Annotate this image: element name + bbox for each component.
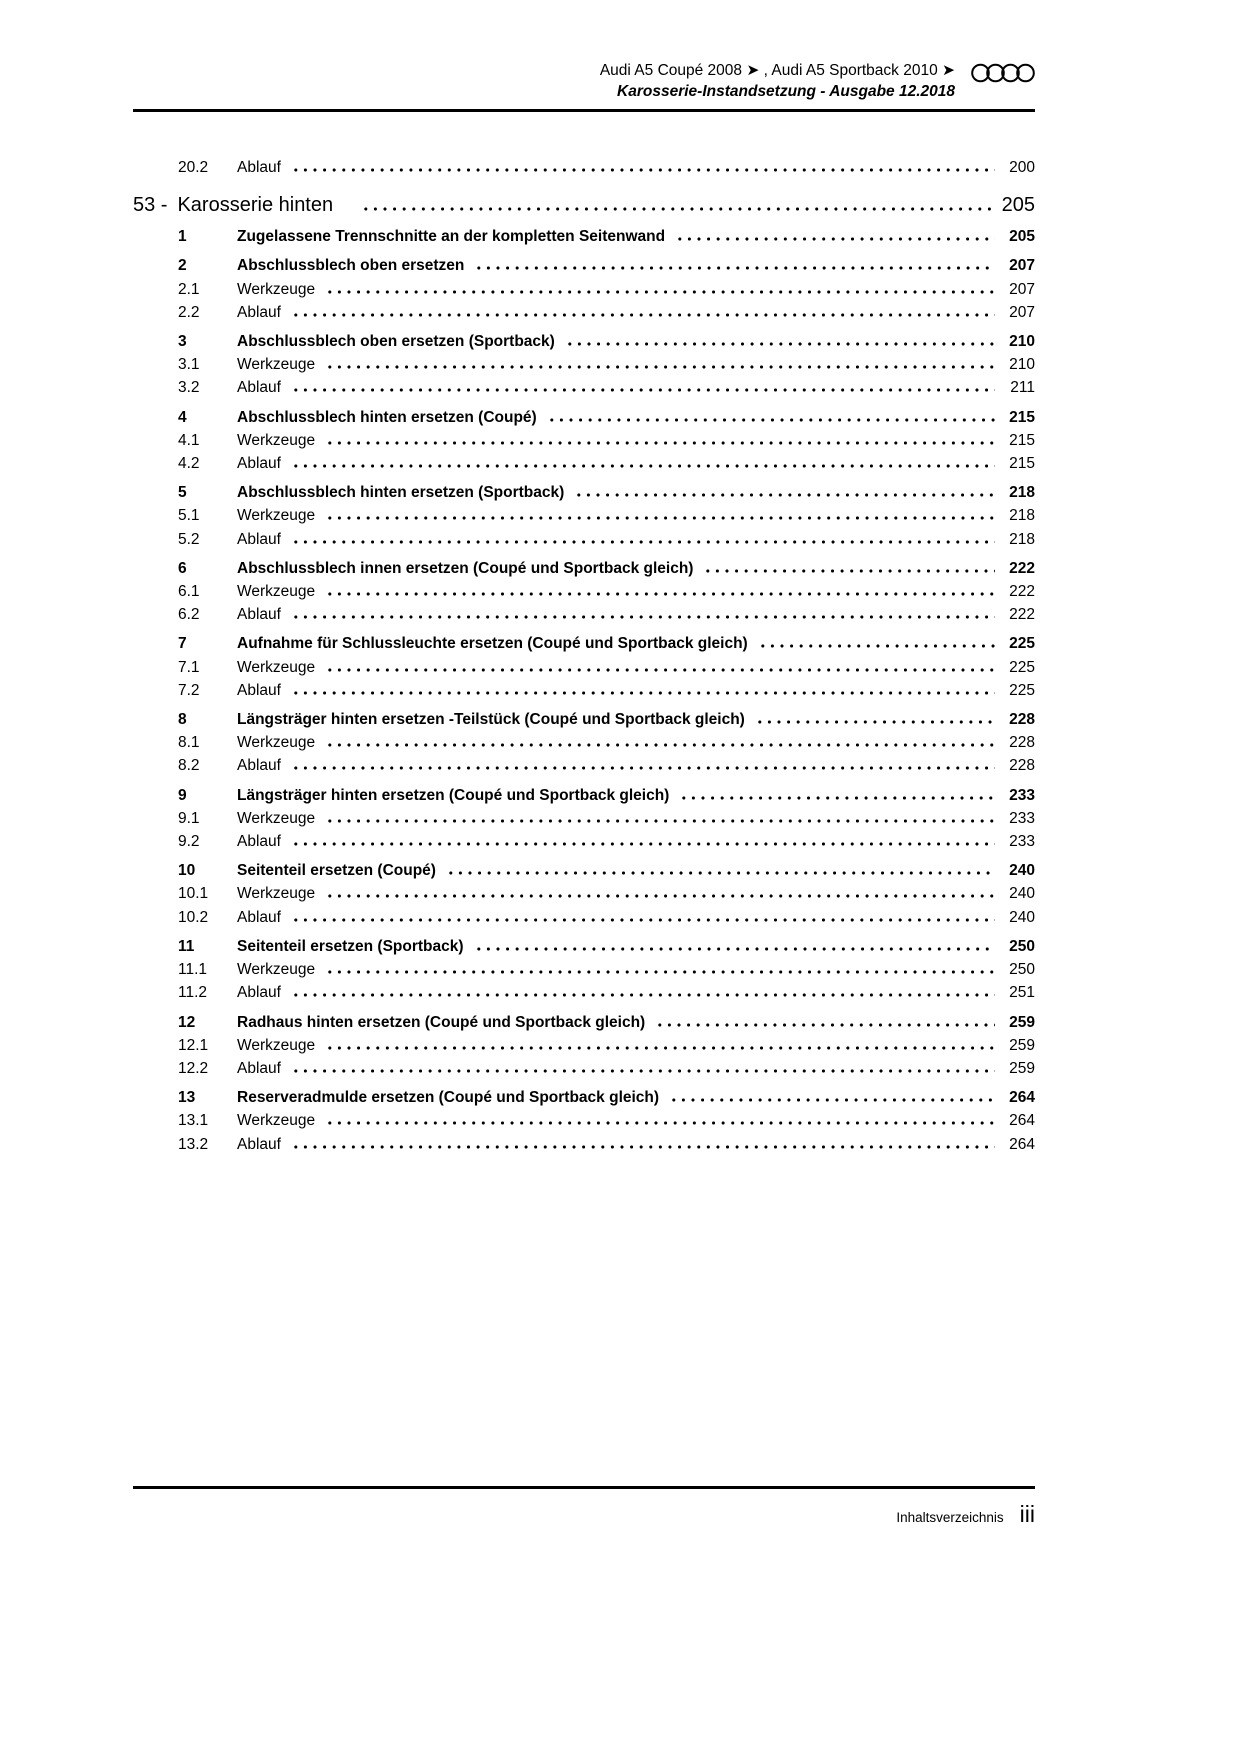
dot-leader: [565, 342, 995, 346]
toc-entry-page: 240: [1009, 908, 1035, 926]
toc-entry-page: 264: [1009, 1089, 1035, 1107]
toc-entry-number: 7.2: [178, 681, 200, 699]
toc-entry-label: Ablauf: [237, 606, 281, 624]
toc-entry-number: 8: [178, 711, 187, 729]
toc-entry: [133, 376, 1035, 399]
toc-entry-page: 215: [1009, 455, 1035, 473]
toc-entry: [133, 1034, 1035, 1057]
toc-entry: [133, 981, 1035, 1004]
toc-entry-label: Werkzeuge: [237, 583, 316, 601]
toc-entry-label: Abschlussblech hinten ersetzen (Sportback): [237, 484, 565, 502]
header-manual-title: Karosserie-Instandsetzung - Ausgabe 12.2018: [617, 83, 955, 100]
toc-entry: [133, 807, 1035, 830]
dot-leader: [679, 796, 995, 800]
toc-entry-label: Zugelassene Trennschnitte an der kompletten Seitenwand: [237, 228, 666, 246]
toc-entry-label: Ablauf: [237, 1135, 281, 1153]
dot-leader: [291, 540, 995, 544]
audi-rings-logo-icon: [971, 61, 1035, 85]
toc-entry: [133, 1109, 1035, 1132]
toc-entry-label: Werkzeuge: [237, 1036, 316, 1054]
dot-leader: [291, 993, 995, 997]
toc-entry-number: 53 -: [133, 194, 168, 217]
toc-entry-label: Aufnahme für Schlussleuchte ersetzen (Coupé und Sportback gleich): [237, 635, 748, 653]
toc-entry-label: Reserveradmulde ersetzen (Coupé und Sportback gleich): [237, 1089, 660, 1107]
toc-entry: [133, 330, 1035, 353]
dot-leader: [291, 464, 995, 468]
toc-entry-page: 211: [1010, 379, 1035, 397]
dot-leader: [325, 894, 995, 898]
toc-entry-page: 225: [1009, 681, 1035, 699]
toc-entry: [133, 406, 1035, 429]
dot-leader: [291, 1145, 995, 1149]
toc-entry: [133, 656, 1035, 679]
toc-entry-label: Abschlussblech oben ersetzen: [237, 257, 465, 275]
dot-leader: [325, 592, 995, 596]
toc-entry-label: Werkzeuge: [237, 961, 316, 979]
toc-entry-label: Abschlussblech innen ersetzen (Coupé und Sportback gleich): [237, 559, 694, 577]
toc-entry: [133, 156, 1035, 179]
toc-entry-page: 264: [1009, 1135, 1035, 1153]
toc-entry-number: 4: [178, 408, 187, 426]
toc-entry: [133, 935, 1035, 958]
toc-entry-page: 205: [1009, 228, 1035, 246]
dot-leader: [474, 947, 995, 951]
toc-entry-page: 200: [1009, 159, 1035, 176]
toc-entry-page: 259: [1009, 1013, 1035, 1031]
toc-entry: [133, 830, 1035, 853]
toc-entry-page: 240: [1009, 862, 1035, 880]
toc-entry: [133, 1086, 1035, 1109]
toc-entry: [133, 580, 1035, 603]
dot-leader: [325, 743, 995, 747]
toc-entry-label: Ablauf: [237, 1059, 281, 1077]
toc-entry-number: 7: [178, 635, 187, 653]
toc-entry-number: 13.1: [178, 1112, 209, 1130]
dot-leader: [574, 493, 995, 497]
toc-entry-page: 250: [1009, 961, 1035, 979]
toc-entry-page: 222: [1009, 559, 1035, 577]
toc-entry-label: Ablauf: [237, 833, 281, 851]
toc-entry-page: 215: [1009, 431, 1035, 449]
toc-entry-page: 250: [1009, 937, 1035, 955]
toc-entry: [133, 481, 1035, 504]
toc-entry-page: 207: [1009, 280, 1035, 298]
toc-entry-number: 10.1: [178, 885, 209, 903]
toc-entry: [133, 708, 1035, 731]
toc-entry-label: Seitenteil ersetzen (Coupé): [237, 862, 436, 880]
toc-entry: [133, 225, 1035, 248]
toc-entry-number: 12.1: [178, 1036, 209, 1054]
toc-entry-page: 205: [1001, 194, 1035, 217]
toc-entry: [133, 301, 1035, 324]
toc-entry-number: 4.2: [178, 455, 200, 473]
toc-entry-page: 207: [1009, 303, 1035, 321]
toc-entry-number: 8.2: [178, 757, 200, 775]
toc-entry-page: 218: [1009, 484, 1035, 502]
toc-entry-page: 251: [1009, 984, 1035, 1002]
toc-entry-page: 228: [1009, 757, 1035, 775]
toc-entry: [133, 1133, 1035, 1156]
footer-section-label: Inhaltsverzeichnis: [896, 1510, 1004, 1525]
dot-leader: [291, 1069, 995, 1073]
dot-leader: [291, 313, 995, 317]
toc-entry: [133, 504, 1035, 527]
toc-entry: [133, 353, 1035, 376]
dot-leader: [291, 168, 995, 172]
toc-entry-page: 222: [1009, 606, 1035, 624]
toc-entry-number: 3: [178, 333, 187, 351]
toc-entry-number: 4.1: [178, 431, 200, 449]
dot-leader: [325, 668, 995, 672]
dot-leader: [758, 644, 995, 648]
toc-entry-page: 259: [1009, 1059, 1035, 1077]
toc-entry-page: 215: [1009, 408, 1035, 426]
toc-entry-label: Ablauf: [237, 159, 281, 176]
toc-entry-number: 9.1: [178, 809, 200, 827]
toc-entry-label: Radhaus hinten ersetzen (Coupé und Sportback gleich): [237, 1013, 646, 1031]
toc-entry: [133, 254, 1035, 277]
toc-entry-label: Ablauf: [237, 984, 281, 1002]
toc-entry-number: 13.2: [178, 1135, 209, 1153]
dot-leader: [325, 819, 995, 823]
toc-entry-number: 5: [178, 484, 187, 502]
toc-entry-number: 13: [178, 1089, 196, 1107]
dot-leader: [291, 766, 995, 770]
toc-entry: [133, 1011, 1035, 1034]
toc-entry-number: 5.2: [178, 530, 200, 548]
toc-entry-number: 5.1: [178, 507, 200, 525]
toc-entry: [133, 192, 1035, 219]
toc-entry-label: Werkzeuge: [237, 885, 316, 903]
toc-entry: [133, 882, 1035, 905]
toc-entry-number: 11.2: [178, 984, 208, 1002]
toc-entry: [133, 859, 1035, 882]
dot-leader: [325, 290, 995, 294]
footer-divider: [133, 1486, 1035, 1489]
toc-entry-label: Ablauf: [237, 681, 281, 699]
toc-entry-page: 218: [1009, 530, 1035, 548]
toc-entry: [133, 958, 1035, 981]
toc-entry-page: 207: [1009, 257, 1035, 275]
toc-entry-label: Ablauf: [237, 303, 281, 321]
toc-entry-label: Ablauf: [237, 379, 281, 397]
dot-leader: [325, 441, 995, 445]
toc-entry-label: Werkzeuge: [237, 809, 316, 827]
toc-entry-number: 20.2: [178, 159, 209, 176]
footer-page-number: iii: [1019, 1501, 1035, 1527]
toc-entry-label: Abschlussblech oben ersetzen (Sportback): [237, 333, 555, 351]
dot-leader: [325, 516, 995, 520]
dot-leader: [325, 1046, 995, 1050]
toc-entry-number: 9.2: [178, 833, 200, 851]
toc-entry: [133, 632, 1035, 655]
toc-entry-number: 2.1: [178, 280, 200, 298]
dot-leader: [325, 1121, 995, 1125]
toc-entry-number: 10.2: [178, 908, 209, 926]
toc-entry-page: 225: [1009, 635, 1035, 653]
toc-entry: [133, 452, 1035, 475]
header-text-block: [600, 60, 955, 102]
toc-entry: [133, 679, 1035, 702]
toc-entry-number: 6: [178, 559, 187, 577]
toc-entry-label: Längsträger hinten ersetzen (Coupé und Sportback gleich): [237, 786, 670, 804]
dot-leader: [361, 207, 995, 211]
toc-entry-number: 1: [178, 228, 187, 246]
dot-leader: [291, 388, 995, 392]
toc-entry-label: Ablauf: [237, 530, 281, 548]
dot-leader: [446, 871, 995, 875]
toc-entry: [133, 906, 1035, 929]
dot-leader: [669, 1098, 995, 1102]
dot-leader: [675, 237, 995, 241]
toc-entry-label: Seitenteil ersetzen (Sportback): [237, 937, 464, 955]
dot-leader: [755, 720, 995, 724]
toc-list: [133, 156, 1035, 1156]
dot-leader: [291, 691, 995, 695]
toc-entry: [133, 528, 1035, 551]
toc-entry-label: Ablauf: [237, 908, 281, 926]
toc-entry-page: 210: [1009, 356, 1035, 374]
toc-entry-page: 228: [1009, 711, 1035, 729]
toc-entry-label: Karosserie hinten: [177, 194, 334, 217]
toc-entry-number: 3.2: [178, 379, 200, 397]
header-divider: [133, 109, 1035, 112]
dot-leader: [703, 569, 995, 573]
toc-entry: [133, 1057, 1035, 1080]
dot-leader: [325, 970, 995, 974]
toc-entry: [133, 784, 1035, 807]
toc-entry-number: 12.2: [178, 1059, 209, 1077]
toc-entry-page: 233: [1009, 809, 1035, 827]
toc-entry: [133, 429, 1035, 452]
toc-entry-page: 233: [1009, 786, 1035, 804]
toc-entry-label: Werkzeuge: [237, 658, 316, 676]
toc-entry-number: 11: [178, 937, 195, 955]
dot-leader: [325, 365, 995, 369]
toc-entry-number: 9: [178, 786, 187, 804]
toc-entry-label: Werkzeuge: [237, 734, 316, 752]
toc-entry-label: Ablauf: [237, 455, 281, 473]
dot-leader: [655, 1023, 995, 1027]
toc-entry-label: Werkzeuge: [237, 356, 316, 374]
toc-entry-label: Abschlussblech hinten ersetzen (Coupé): [237, 408, 537, 426]
toc-entry-page: 259: [1009, 1036, 1035, 1054]
toc-entry: [133, 278, 1035, 301]
footer-text-block: [133, 1501, 1035, 1528]
dot-leader: [547, 418, 995, 422]
toc-entry-label: Werkzeuge: [237, 507, 316, 525]
toc-entry-page: 225: [1009, 658, 1035, 676]
toc-entry-page: 210: [1009, 333, 1035, 351]
toc-entry-label: Ablauf: [237, 757, 281, 775]
toc-entry-number: 2: [178, 257, 187, 275]
toc-entry-label: Werkzeuge: [237, 431, 316, 449]
toc-entry-page: 264: [1009, 1112, 1035, 1130]
toc-entry-page: 228: [1009, 734, 1035, 752]
toc-entry-number: 2.2: [178, 303, 200, 321]
toc-entry-number: 7.1: [178, 658, 200, 676]
toc-entry: [133, 754, 1035, 777]
toc-entry: [133, 731, 1035, 754]
dot-leader: [291, 918, 995, 922]
toc-entry-number: 6.2: [178, 606, 200, 624]
toc-entry-number: 6.1: [178, 583, 200, 601]
toc-entry-label: Werkzeuge: [237, 280, 316, 298]
toc-entry-number: 8.1: [178, 734, 200, 752]
toc-entry-page: 233: [1009, 833, 1035, 851]
toc-entry-number: 12: [178, 1013, 196, 1031]
toc-entry-page: 240: [1009, 885, 1035, 903]
toc-entry-label: Längsträger hinten ersetzen -Teilstück (Coupé und Sportback gleich): [237, 711, 745, 729]
toc-entry-page: 222: [1009, 583, 1035, 601]
page-header: [133, 60, 1035, 102]
toc-entry-page: 218: [1009, 507, 1035, 525]
dot-leader: [291, 615, 995, 619]
dot-leader: [474, 266, 995, 270]
page-footer: [133, 1486, 1035, 1528]
toc-entry: [133, 557, 1035, 580]
toc-entry-number: 10: [178, 862, 196, 880]
toc-entry-label: Werkzeuge: [237, 1112, 316, 1130]
toc-entry: [133, 603, 1035, 626]
toc-entry-number: 3.1: [178, 356, 200, 374]
dot-leader: [291, 842, 995, 846]
header-model-line: Audi A5 Coupé 2008 ➤ , Audi A5 Sportback 2010 ➤: [599, 62, 955, 79]
toc-entry-number: 11.1: [178, 961, 208, 979]
